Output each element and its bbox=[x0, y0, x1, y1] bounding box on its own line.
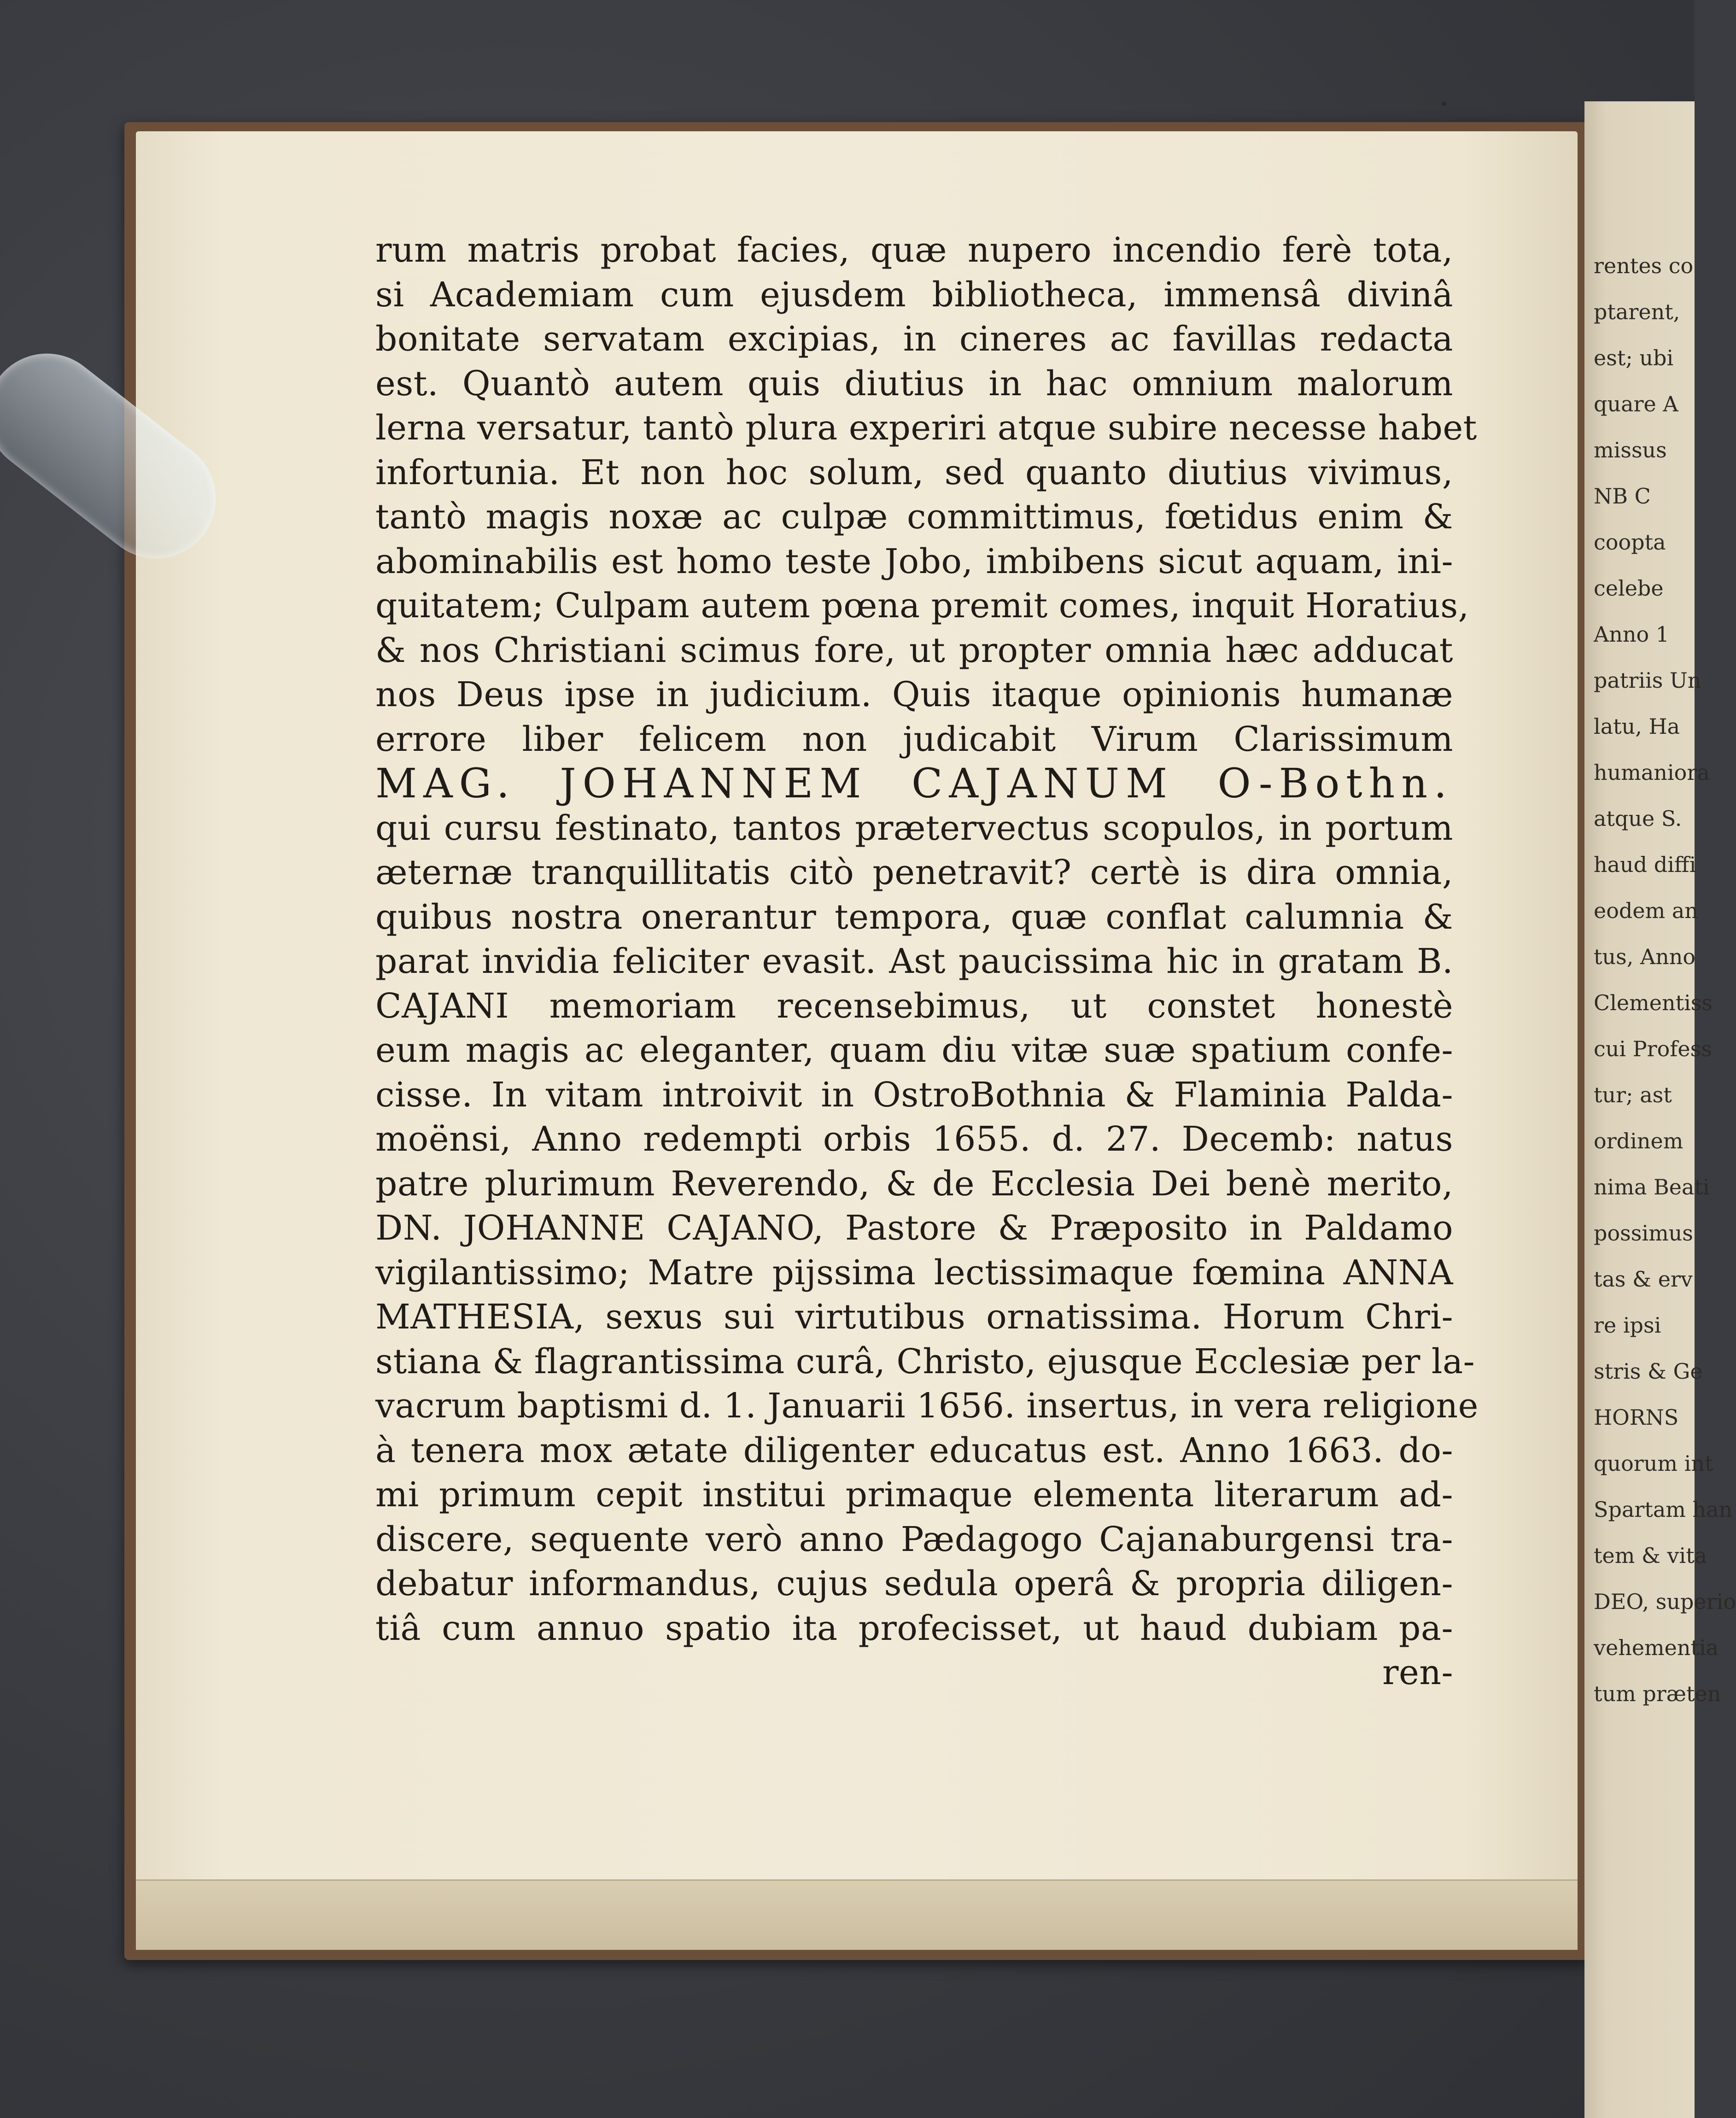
right-page-line: tum præten bbox=[1594, 1681, 1721, 1706]
text-line: infortunia. Et non hoc solum, sed quanto diutius vivimus, bbox=[375, 452, 1453, 492]
right-page-line: quare A bbox=[1594, 392, 1678, 416]
text-line: MATHESIA, sexus sui virtutibus ornatissima. Horum Chri- bbox=[375, 1297, 1453, 1337]
right-page-line: nima Beati bbox=[1594, 1175, 1710, 1199]
right-page-line: est; ubi bbox=[1594, 345, 1674, 370]
text-line: à tenera mox ætate diligenter educatus est. Anno 1663. do- bbox=[375, 1430, 1453, 1470]
text-line: rum matris probat facies, quæ nupero incendio ferè tota, bbox=[375, 230, 1453, 270]
text-line: & nos Christiani scimus fore, ut propter omnia hæc adducat bbox=[375, 630, 1453, 670]
text-line: vigilantissimo; Matre pijssima lectissimaque fœmina ANNA bbox=[375, 1252, 1453, 1293]
right-page-line: stris & Ge bbox=[1594, 1359, 1703, 1384]
right-page-line: HORNS bbox=[1594, 1405, 1679, 1430]
right-page-line: rentes co bbox=[1594, 253, 1694, 278]
dust-speck bbox=[1442, 101, 1446, 106]
right-page-line: eodem an bbox=[1594, 898, 1698, 923]
text-line: errore liber felicem non judicabit Virum Clarissimum bbox=[375, 719, 1453, 759]
right-page-line: tus, Anno bbox=[1594, 944, 1696, 969]
text-line: est. Quantò autem quis diutius in hac omnium malorum bbox=[375, 363, 1453, 404]
text-line: lerna versatur, tantò plura experiri atque subire necesse habet bbox=[375, 408, 1477, 448]
right-page-line: Anno 1 bbox=[1594, 622, 1670, 647]
text-line: abominabilis est homo teste Jobo, imbibens sicut aquam, ini- bbox=[375, 541, 1453, 581]
text-line: CAJANI memoriam recensebimus, ut constet honestè bbox=[375, 986, 1453, 1026]
text-line: stiana & flagrantissima curâ, Christo, ejusque Ecclesiæ per la- bbox=[375, 1341, 1475, 1381]
right-page-line: missus bbox=[1594, 438, 1667, 462]
right-page-line: ptarent, bbox=[1594, 299, 1680, 324]
right-page-line: possimus bbox=[1594, 1221, 1693, 1246]
right-page-line: DEO, superio bbox=[1594, 1589, 1736, 1614]
text-line: DN. JOHANNE CAJANO, Pastore & Præposito in Paldamo bbox=[375, 1208, 1453, 1248]
text-line: si Academiam cum ejusdem bibliotheca, immensâ divinâ bbox=[375, 275, 1453, 315]
right-page-line: quorum int bbox=[1594, 1451, 1713, 1476]
text-line: æternæ tranquillitatis citò penetravit? certè is dira omnia, bbox=[375, 853, 1453, 892]
right-page-line: ordinem bbox=[1594, 1129, 1683, 1153]
text-line: moënsi, Anno redempti orbis 1655. d. 27. Decemb: natus bbox=[375, 1119, 1453, 1159]
text-line: patre plurimum Reverendo, & de Ecclesia Dei benè merito, bbox=[375, 1164, 1453, 1204]
right-page-line: coopta bbox=[1594, 530, 1666, 555]
right-page-line: celebe bbox=[1594, 576, 1664, 601]
right-page-line: tas & erv bbox=[1594, 1267, 1693, 1292]
catchword: ren- bbox=[1382, 1653, 1453, 1692]
right-page-line: humaniora bbox=[1594, 760, 1710, 785]
right-page-line: Clementiss bbox=[1594, 990, 1713, 1015]
right-page-line: atque S. bbox=[1594, 806, 1682, 831]
right-page-line: cui Profess bbox=[1594, 1036, 1712, 1061]
subject-name-line: MAG. JOHANNEM CAJANUM O-Bothn. bbox=[375, 760, 1453, 807]
text-line: nos Deus ipse in judicium. Quis itaque opinionis humanæ bbox=[375, 675, 1453, 714]
right-page-line: tem & vita bbox=[1594, 1543, 1707, 1568]
text-line: quitatem; Culpam autem pœna premit comes, inquit Horatius, bbox=[375, 586, 1469, 626]
text-line: eum magis ac eleganter, quam diu vitæ suæ spatium confe- bbox=[375, 1030, 1453, 1070]
right-page-line: Spartam han bbox=[1594, 1497, 1733, 1522]
right-page-line: vehementia bbox=[1594, 1635, 1719, 1660]
right-page-line: haud diffi bbox=[1594, 852, 1696, 877]
text-line: cisse. In vitam introivit in OstroBothnia & Flaminia Palda- bbox=[375, 1075, 1453, 1115]
right-page-line: patriis Un bbox=[1594, 668, 1701, 693]
text-line: qui cursu festinato, tantos prætervectus scopulos, in portum bbox=[375, 808, 1453, 848]
right-page-line: NB C bbox=[1594, 484, 1651, 509]
right-page-edge bbox=[1584, 101, 1736, 2118]
text-line: tiâ cum annuo spatio ita profecisset, ut haud dubiam pa- bbox=[375, 1608, 1453, 1648]
text-line: quibus nostra onerantur tempora, quæ conflat calumnia & bbox=[375, 897, 1453, 937]
text-line: mi primum cepit institui primaque elementa literarum ad- bbox=[375, 1475, 1453, 1515]
text-line: vacrum baptismi d. 1. Januarii 1656. insertus, in vera religione bbox=[375, 1386, 1479, 1426]
text-line: discere, sequente verò anno Pædagogo Cajanaburgensi tra- bbox=[375, 1519, 1453, 1559]
text-line: bonitate servatam excipias, in cineres ac favillas redacta bbox=[375, 319, 1453, 359]
text-line: tantò magis noxæ ac culpæ committimus, fœtidus enim & bbox=[375, 497, 1453, 537]
page-fore-edge bbox=[136, 1879, 1578, 1950]
text-line: debatur informandus, cujus sedula operâ & propria diligen- bbox=[375, 1564, 1453, 1603]
right-page-line: re ipsi bbox=[1594, 1313, 1661, 1338]
text-line: parat invidia feliciter evasit. Ast paucissima hic in gratam B. bbox=[375, 942, 1453, 981]
right-page-line: tur; ast bbox=[1594, 1082, 1672, 1107]
body-text bbox=[375, 228, 1479, 1695]
right-page-line: latu, Ha bbox=[1594, 714, 1680, 739]
